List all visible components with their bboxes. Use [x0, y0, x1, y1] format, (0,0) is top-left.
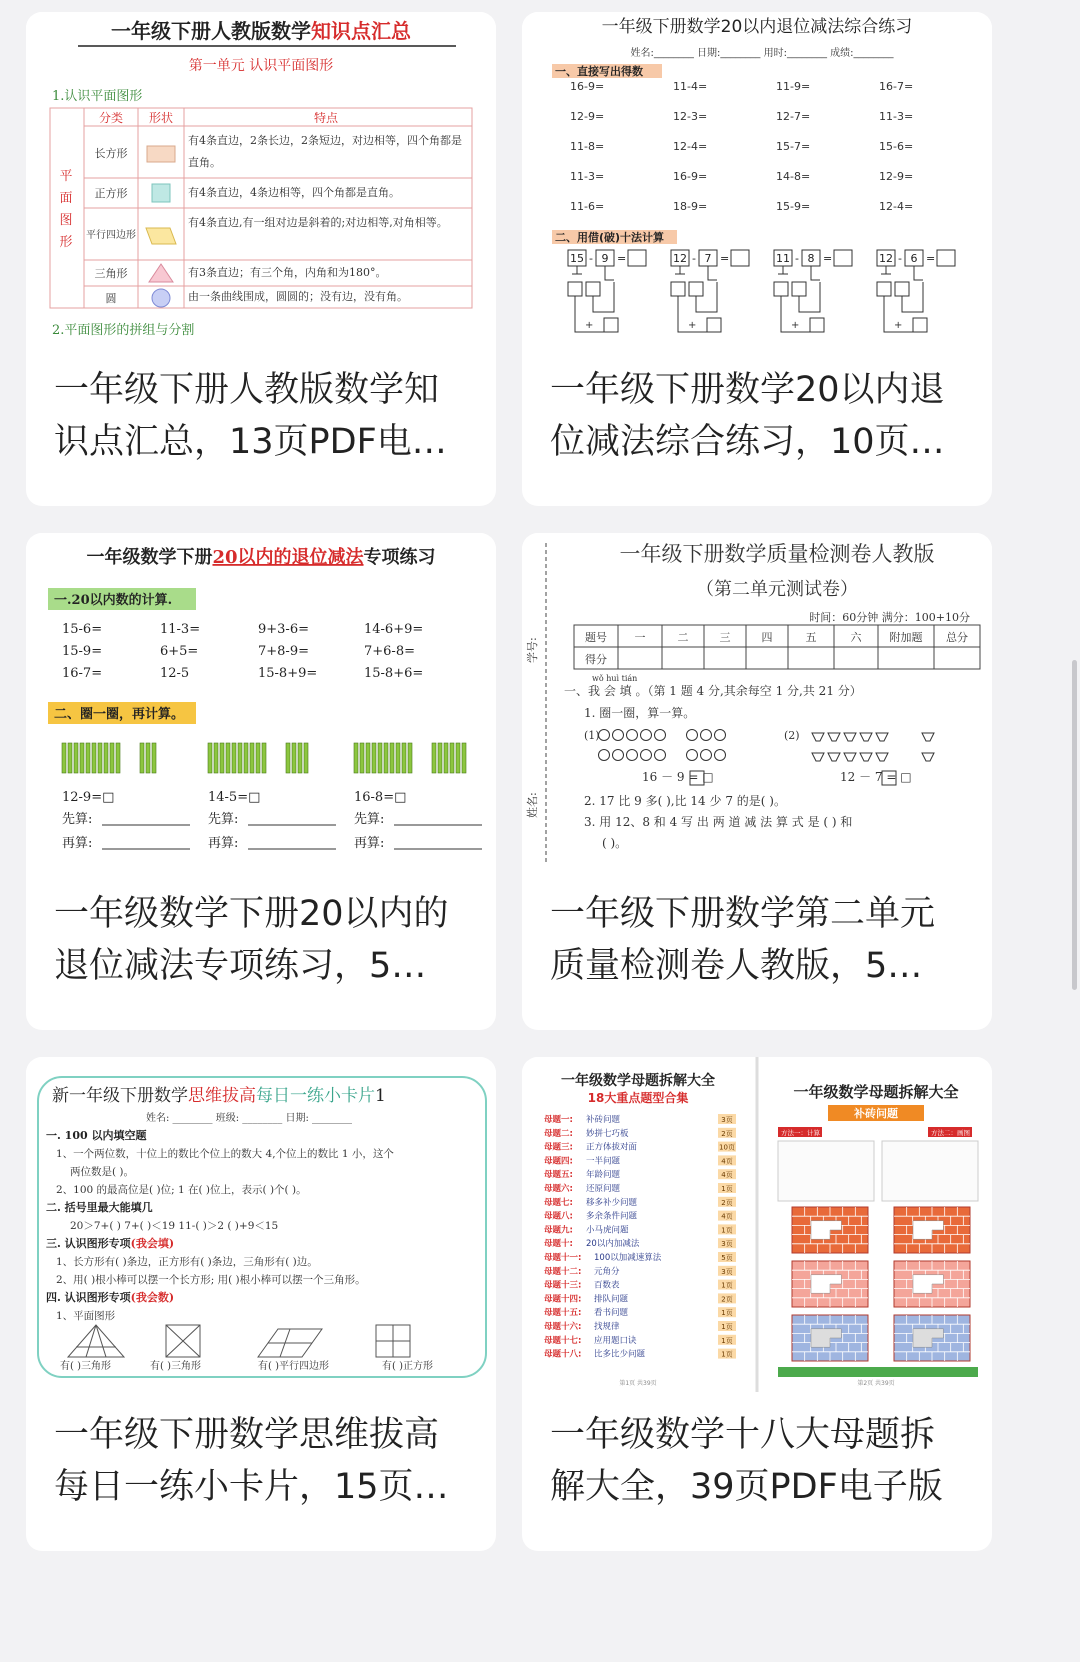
brick-wall — [894, 1261, 970, 1307]
section-heading: 2.平面图形的拼组与分割 — [52, 323, 195, 338]
shape-name: 三角形 — [94, 267, 128, 280]
cup-icons — [812, 733, 934, 761]
resource-card[interactable] — [522, 12, 992, 506]
item-value: 年龄问题 — [586, 1170, 621, 1181]
problem-text: 9+3-6= — [258, 622, 309, 637]
exercise-item — [208, 790, 336, 851]
problem-text: 11-9= — [776, 80, 811, 93]
step-label: 先算: — [354, 812, 385, 827]
question-text: 2、用( )根小棒可以摆一个长方形; 用( )根小棒可以摆一个三角形。 — [56, 1274, 366, 1286]
resource-card[interactable] — [522, 533, 992, 1030]
problem-text: 11-3= — [160, 622, 201, 637]
svg-text:三. 认识图形专项(我会填) — [46, 1236, 174, 1250]
page-footer: 第2页 共39页 — [857, 1380, 895, 1387]
page-count: 10页 — [719, 1143, 735, 1152]
card-title[interactable]: 一年级数学下册20以内的退位减法专项练习，5… — [54, 894, 449, 986]
item-value: 应用题口诀 — [594, 1335, 637, 1346]
svg-text:+: + — [585, 320, 594, 331]
brick-wall — [792, 1315, 868, 1361]
shape-name: 平行四边形 — [86, 230, 136, 241]
page-count: 2页 — [721, 1129, 733, 1138]
minuend: 12 — [879, 252, 893, 265]
minuend: 15 — [570, 252, 584, 265]
col-header: 特点 — [313, 111, 339, 125]
student-info: 姓名: ________ 班级: ________ 日期: ________ — [146, 1113, 353, 1124]
parallelogram-shape — [146, 228, 176, 244]
page-count: 4页 — [721, 1157, 733, 1166]
card-thumbnail — [26, 12, 496, 347]
page-count: 2页 — [721, 1198, 733, 1207]
problem-text: 6+5= — [160, 644, 199, 659]
card-thumbnail — [26, 1057, 496, 1392]
page-count: 4页 — [721, 1212, 733, 1221]
preview-subtitle: （第二单元测试卷） — [696, 579, 858, 600]
method-tag: 方法二：画图 — [931, 1129, 970, 1137]
question-text: 3. 用 12、8 和 4 写 出 两 道 减 法 算 式 是 ( ) 和 — [584, 815, 853, 829]
left-page-subtitle: 18大重点题型合集 — [587, 1091, 689, 1105]
item-value: 20以内加减法 — [586, 1239, 640, 1250]
svg-text:(2): (2) — [784, 729, 800, 742]
problem-text: 7+8-9= — [258, 644, 309, 659]
circle-shape — [152, 289, 170, 307]
student-info: 姓名:________ 日期:________ 用时:________ 成绩:________ — [630, 48, 894, 59]
resource-card[interactable] — [26, 533, 496, 1030]
item-key: 母题十五: — [544, 1308, 582, 1319]
question-text: 1、平面图形 — [56, 1310, 116, 1322]
side-label: 平 — [59, 169, 73, 184]
shape-name: 圆 — [105, 292, 117, 305]
preview-title: 一年级数学下册 — [86, 547, 213, 568]
section-tag: (我会数) — [130, 1291, 175, 1304]
count-label: 有( )三角形 — [150, 1361, 201, 1372]
section-heading: 一、直接写出得数 — [555, 65, 643, 78]
problem-text: 12-7= — [776, 110, 811, 123]
question-text: 1. 圈一圈，算一算。 — [584, 706, 696, 720]
table-header: 题号 — [585, 631, 607, 644]
step-label: 先算: — [208, 812, 239, 827]
item-key: 母题七: — [544, 1197, 573, 1208]
item-key: 母题十七: — [544, 1335, 582, 1346]
right-page-title: 一年级数学母题拆解大全 — [793, 1083, 959, 1101]
answer-box[interactable] — [731, 250, 749, 266]
resource-card[interactable] — [26, 1057, 496, 1551]
card-thumbnail — [522, 533, 992, 863]
problem-text: 16-9= — [673, 170, 708, 183]
item-value: 一半问题 — [586, 1156, 621, 1167]
card-thumbnail — [522, 1057, 992, 1392]
section-heading: 四. 认识图形专项 — [46, 1291, 131, 1304]
booklet-preview — [522, 1057, 992, 1392]
worksheet-preview — [26, 533, 496, 863]
section-heading: 1.认识平面图形 — [52, 89, 143, 104]
pinyin-text: wǒ huì tián — [592, 674, 638, 683]
feature-text: 有4条直边,有一组对边是斜着的;对边相等,对角相等。 — [188, 216, 448, 229]
svg-text:-: - — [795, 252, 799, 265]
col-header: 分类 — [98, 111, 124, 125]
table-row-label: 得分 — [585, 653, 607, 666]
item-value: 多余条件问题 — [586, 1211, 638, 1222]
card-thumbnail — [522, 12, 992, 347]
card-title[interactable]: 一年级下册数学第二单元质量检测卷人教版，5… — [550, 894, 936, 986]
problem-text: 11-3= — [570, 170, 605, 183]
question-text: 一、我 会 填 。（第 1 题 4 分,其余每空 1 分,共 21 分） — [564, 684, 862, 698]
problem-text: 16-7= — [62, 666, 103, 681]
side-label: 面 — [59, 191, 73, 206]
page-count: 4页 — [721, 1171, 733, 1180]
problem-text: 16-9= — [570, 80, 605, 93]
item-key: 母题八: — [544, 1211, 573, 1222]
page-count: 2页 — [721, 1295, 733, 1304]
borrow-ten-diagram — [671, 250, 749, 332]
side-label: 图 — [59, 213, 73, 228]
item-key: 母题十二: — [544, 1266, 582, 1277]
problem-text: 11-6= — [570, 200, 605, 213]
svg-text:-: - — [589, 252, 593, 265]
svg-text:+: + — [688, 320, 697, 331]
subtrahend: 9 — [601, 252, 609, 265]
question-text: 1、长方形有( )条边，正方形有( )条边，三角形有( )边。 — [56, 1256, 318, 1268]
item-value: 100以加减速算法 — [594, 1253, 662, 1263]
preview-title: 新一年级下册数学 — [52, 1086, 188, 1106]
page-count: 1页 — [721, 1226, 733, 1235]
item-value: 小马虎问题 — [586, 1225, 629, 1236]
triangle-shape — [149, 264, 173, 282]
svg-text:-: - — [898, 252, 902, 265]
feature-text: 有4条直边，4条边相等，四个角都是直角。 — [188, 186, 400, 199]
item-key: 母题二: — [544, 1128, 573, 1139]
counting-sticks — [62, 743, 156, 773]
answer-box[interactable] — [628, 250, 646, 266]
exam-preview — [522, 533, 992, 863]
problem-text: 15-8+6= — [364, 666, 424, 681]
count-label: 有( )正方形 — [382, 1361, 433, 1372]
item-value: 补砖问题 — [586, 1115, 621, 1125]
problem-text: 15-9= — [62, 644, 103, 659]
topic-badge: 补砖问题 — [854, 1107, 898, 1120]
question-text: 20＞7+( ) 7+( )＜19 11-( )＞2 ( )+9＜15 — [70, 1220, 279, 1232]
answer-box[interactable] — [834, 250, 852, 266]
page-count: 1页 — [721, 1350, 733, 1359]
page-count: 3页 — [721, 1116, 733, 1124]
item-value: 找规律 — [594, 1322, 620, 1332]
brick-wall — [792, 1261, 868, 1307]
count-label: 有( )三角形 — [60, 1361, 111, 1372]
square-shape — [152, 184, 170, 202]
resource-card[interactable] — [26, 12, 496, 506]
method-tag: 方法一：计算 — [781, 1129, 820, 1137]
problem-text: 18-9= — [673, 200, 708, 213]
left-page-title: 一年级数学母题拆解大全 — [561, 1073, 715, 1089]
count-label: 有( )平行四边形 — [258, 1361, 329, 1372]
question-text: 2、100 的最高位是( )位; 1 在( )位上，表示( )个( )。 — [56, 1184, 307, 1196]
item-key: 母题十四: — [544, 1294, 582, 1305]
worksheet-preview — [522, 12, 992, 347]
section-heading: 二. 括号里最大能填几 — [46, 1201, 153, 1214]
preview-title: 专项练习 — [363, 547, 436, 568]
item-key: 母题十三: — [544, 1280, 582, 1291]
question-text: 12-9=□ — [62, 790, 115, 805]
item-key: 母题十八: — [544, 1349, 582, 1360]
item-key: 母题十: — [544, 1239, 573, 1250]
svg-text:一年级下册人教版数学知识点汇总 — [111, 19, 412, 43]
page-footer: 第1页 共39页 — [619, 1380, 657, 1387]
table-header: 五 — [805, 631, 817, 644]
item-value: 百数表 — [594, 1280, 620, 1291]
step-label: 再算: — [208, 836, 239, 851]
exercise-item — [354, 790, 482, 851]
subtrahend: 7 — [704, 252, 712, 265]
resource-card[interactable] — [522, 1057, 992, 1551]
feature-text: 有3条直边；有三个角，内角和为180°。 — [188, 266, 387, 279]
minuend: 12 — [673, 252, 687, 265]
problem-text: 7+6-8= — [364, 644, 415, 659]
item-value: 还原问题 — [586, 1184, 621, 1194]
section-heading: 一. 100 以内填空题 — [46, 1129, 147, 1142]
problem-text: 15-7= — [776, 140, 811, 153]
exercise-item — [62, 790, 190, 851]
section-tag: (我会填) — [130, 1237, 175, 1250]
svg-text:+: + — [791, 320, 800, 331]
page-count: 1页 — [721, 1323, 733, 1331]
brick-wall — [894, 1207, 970, 1253]
item-key: 母题一: — [544, 1115, 573, 1125]
preview-title: 一年级下册数学质量检测卷人教版 — [619, 542, 935, 566]
preview-title-highlight: 思维拔高 — [188, 1086, 256, 1106]
card-number: 1 — [375, 1086, 386, 1106]
section-heading: 二、用借(破)十法计算 — [555, 231, 665, 244]
problem-text: 12-5 — [160, 666, 190, 681]
preview-title: 一年级下册数学20以内退位减法综合练习 — [601, 17, 913, 37]
step-label: 再算: — [354, 836, 385, 851]
question-text: 16-8=□ — [354, 790, 407, 805]
problem-text: 15-9= — [776, 200, 811, 213]
feature-text: 有4条直边，2条长边，2条短边，对边相等，四个角都是直角。 — [188, 134, 462, 169]
page-count: 1页 — [721, 1281, 733, 1290]
item-key: 母题九: — [544, 1225, 573, 1236]
answer-box[interactable] — [937, 250, 955, 266]
table-header: 二 — [677, 631, 689, 644]
counting-sticks — [354, 743, 466, 773]
item-value: 看书问题 — [594, 1308, 629, 1319]
equation-text: 12 － 7 = □ — [840, 770, 912, 784]
question-text: 1、一个两位数，十位上的数比个位上的数大 4,个位上的数比 1 小，这个 — [56, 1148, 394, 1160]
page-count: 3页 — [721, 1240, 733, 1249]
shape-name: 长方形 — [94, 147, 128, 160]
section-heading: 二、圈一圈，再计算。 — [54, 707, 185, 722]
borrow-ten-diagram — [877, 250, 955, 332]
table-header: 三 — [719, 631, 731, 644]
question-text: 两位数是( )。 — [70, 1166, 135, 1178]
table-header: 四 — [761, 631, 773, 644]
svg-text:=: = — [823, 252, 833, 265]
step-label: 先算: — [62, 812, 93, 827]
side-label: 姓名: — [526, 792, 539, 818]
brick-wall — [894, 1315, 970, 1361]
side-label: 形 — [59, 235, 73, 250]
rectangle-shape — [147, 146, 175, 162]
item-value: 妙拼七巧板 — [586, 1128, 629, 1139]
problem-text: 12-4= — [673, 140, 708, 153]
subtrahend: 8 — [807, 252, 815, 265]
page-count: 1页 — [721, 1309, 733, 1318]
item-value: 元角分 — [594, 1266, 620, 1277]
page-count: 1页 — [721, 1185, 733, 1193]
card-title[interactable]: 一年级数学十八大母题拆解大全，39页PDF电子版 — [550, 1415, 943, 1507]
item-key: 母题三: — [544, 1142, 573, 1153]
problem-text: 15-6= — [879, 140, 914, 153]
problem-text: 12-9= — [570, 110, 605, 123]
table-header: 六 — [850, 631, 862, 644]
svg-text:新一年级下册数学思维拔高每日一练小卡片1 — [52, 1085, 386, 1106]
card-thumbnail — [26, 533, 496, 863]
problem-text: 15-6= — [62, 622, 103, 637]
preview-title-highlight: 知识点汇总 — [311, 19, 411, 43]
section-heading: 三. 认识图形专项 — [46, 1237, 131, 1250]
question-text: 2. 17 比 9 多( ),比 14 少 7 的是( )。 — [584, 794, 786, 808]
item-value: 正方体拔对面 — [586, 1142, 638, 1153]
exam-meta: 时间：60分钟 满分：100+10分 — [809, 611, 970, 624]
table-header: 附加题 — [889, 631, 923, 644]
item-value: 排队问题 — [594, 1294, 629, 1305]
svg-text:一年级数学下册20以内的退位减法专项练习 — [86, 546, 435, 568]
page-count: 1页 — [721, 1336, 733, 1345]
table-header: 总分 — [946, 631, 968, 644]
problem-text: 15-8+9= — [258, 666, 318, 681]
card-title[interactable]: 一年级下册数学思维拔高每日一练小卡片，15页… — [54, 1415, 449, 1507]
problem-text: 12-3= — [673, 110, 708, 123]
item-value: 移多补少问题 — [586, 1197, 638, 1208]
brick-wall — [792, 1207, 868, 1253]
borrow-ten-diagram — [568, 250, 646, 332]
item-key: 母题十一: — [544, 1253, 582, 1263]
item-key: 母题四: — [544, 1156, 573, 1167]
card-title[interactable]: 一年级下册数学20以内退位减法综合练习，10页… — [550, 370, 945, 462]
problem-text: 12-4= — [879, 200, 914, 213]
svg-text:=: = — [720, 252, 730, 265]
col-header: 形状 — [148, 111, 174, 125]
borrow-ten-diagram — [774, 250, 852, 332]
item-key: 母题十六: — [544, 1322, 582, 1332]
problem-text: 14-6+9= — [364, 622, 424, 637]
item-key: 母题六: — [544, 1184, 573, 1194]
minuend: 11 — [776, 252, 790, 265]
problem-text: 11-4= — [673, 80, 708, 93]
preview-title-highlight: 20以内的退位减法 — [212, 547, 364, 568]
counting-sticks — [208, 743, 308, 773]
step-label: 再算: — [62, 836, 93, 851]
practice-card-preview — [26, 1057, 496, 1392]
svg-text:+: + — [894, 320, 903, 331]
unit-heading: 第一单元 认识平面图形 — [188, 58, 334, 74]
svg-text:-: - — [692, 252, 696, 265]
page-count: 5页 — [721, 1254, 733, 1262]
problem-text: 11-3= — [879, 110, 914, 123]
page-count: 3页 — [721, 1267, 733, 1276]
problem-text: 14-8= — [776, 170, 811, 183]
item-value: 比多比少问题 — [594, 1349, 646, 1360]
problem-text: 12-9= — [879, 170, 914, 183]
svg-text:四. 认识图形专项(我会数) — [46, 1290, 174, 1304]
svg-text:=: = — [926, 252, 936, 265]
shape-name: 正方形 — [94, 187, 128, 200]
subtrahend: 6 — [910, 252, 918, 265]
equation-text: 16 － 9 = □ — [642, 770, 714, 784]
item-key: 母题五: — [544, 1170, 573, 1181]
preview-title: 一年级下册人教版数学 — [111, 19, 311, 43]
card-title[interactable]: 一年级下册人教版数学知识点汇总，13页PDF电… — [54, 370, 447, 462]
table-header: 一 — [634, 631, 646, 644]
side-label: 学号: — [526, 637, 539, 663]
preview-title-highlight: 每日一练小卡片 — [256, 1086, 375, 1106]
question-text: ( )。 — [602, 836, 628, 850]
problem-text: 16-7= — [879, 80, 914, 93]
svg-text:=: = — [617, 252, 627, 265]
scrollbar[interactable] — [1072, 660, 1077, 990]
svg-text:(1): (1) — [584, 729, 600, 742]
problem-text: 11-8= — [570, 140, 605, 153]
question-text: 14-5=□ — [208, 790, 261, 805]
feature-text: 由一条曲线围成，圆圆的；没有边，没有角。 — [188, 290, 408, 303]
document-preview — [26, 12, 496, 347]
section-heading: 一.20以内数的计算. — [54, 593, 173, 608]
